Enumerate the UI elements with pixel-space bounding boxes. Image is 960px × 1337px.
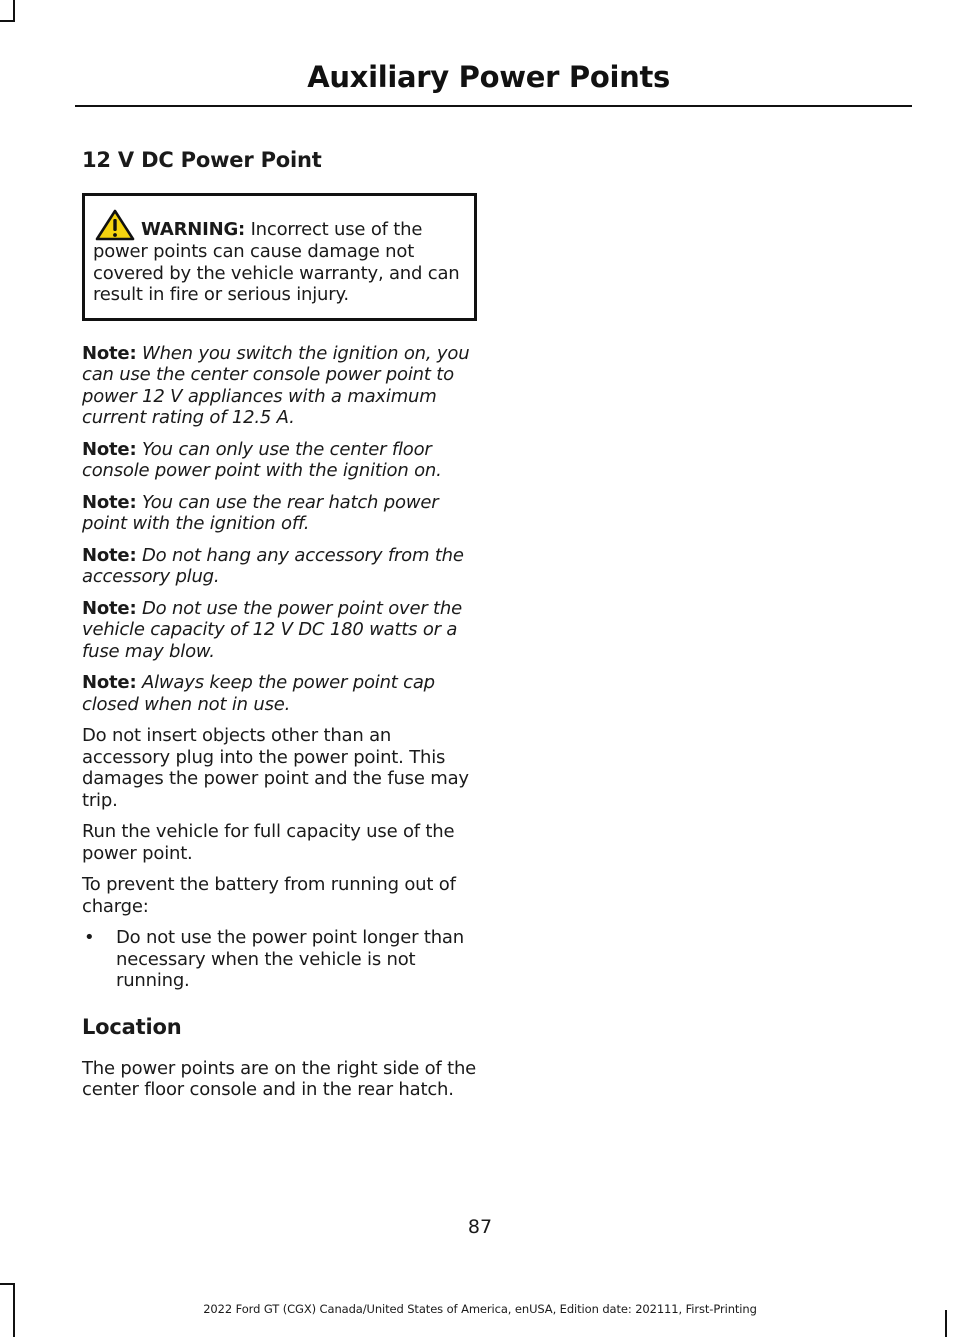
bullet-text: Do not use the power point longer than necessary when the vehicle is not running. [116,927,464,991]
bullet-marker: • [84,927,95,948]
note: Note: Do not use the power point over the vehicle capacity of 12 V DC 180 watts or a fuse may blow. [82,597,462,662]
crop-mark-bottom-left-horizontal [0,1283,15,1285]
page-number: 87 [467,1216,493,1238]
page-header-title: Auxiliary Power Points [307,60,670,94]
paragraph: To prevent the battery from running out of charge: [82,874,456,917]
warning-box [82,193,477,321]
crop-mark-top-left-horizontal [0,20,15,22]
warning-text: Incorrect use of the power points can cause damage not covered by the vehicle warranty, and can result in fire or serious injury. [93,219,460,305]
note: Note: When you switch the ignition on, you can use the center console power point to power 12 V appliances with a maximum current rating of 12.5 A. [82,342,470,428]
note: Note: Always keep the power point cap closed when not in use. [82,672,435,715]
location-heading: Location [82,1014,182,1039]
crop-mark-top-left-vertical [13,0,15,22]
header-rule [75,105,912,107]
footer-text: 2022 Ford GT (CGX) Canada/United States of America, enUSA, Edition date: 202111, First-Printing [203,1302,757,1316]
warning-triangle-icon [95,209,135,241]
bullet-item [82,927,477,992]
note: Note: Do not hang any accessory from the accessory plug. [82,544,464,587]
paragraph: Do not insert objects other than an accessory plug into the power point. This damages the power point and the fuse may trip. [82,725,469,811]
section-heading: 12 V DC Power Point [82,148,322,172]
main-column [82,140,477,1111]
location-text: The power points are on the right side of the center floor console and in the rear hatch. [82,1057,477,1100]
note: Note: You can use the rear hatch power point with the ignition off. [82,491,439,534]
note: Note: You can only use the center floor console power point with the ignition on. [82,438,442,481]
paragraph: Run the vehicle for full capacity use of the power point. [82,821,455,864]
warning-label: WARNING: [141,219,246,240]
